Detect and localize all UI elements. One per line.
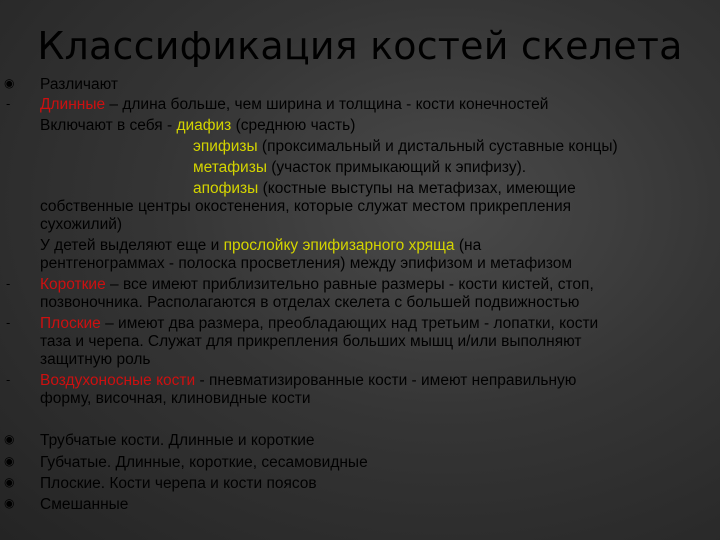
long-text: – длина больше, чем ширина и толщина - кости конечностей <box>105 96 549 113</box>
intro-text: Различают <box>40 76 118 93</box>
dash-bullet-icon: - <box>6 96 11 111</box>
children-term: прослойку эпифизарного хряща <box>223 237 455 254</box>
includes-prefix: Включают в себя - <box>40 117 177 134</box>
dash-bullet-icon: - <box>6 315 11 330</box>
flat-bones-line-3: защитную роль <box>40 351 151 368</box>
epiphyses-term: эпифизы <box>193 138 258 155</box>
air-text: - пневматизированные кости - имеют неправильную <box>195 372 577 389</box>
short-term: Короткие <box>40 276 106 293</box>
dash-bullet-icon: - <box>6 276 11 291</box>
includes-line <box>40 117 355 135</box>
children-prefix: У детей выделяют еще и <box>40 237 224 254</box>
apophyses-line-2: собственные центры окостенения, которые служат местом прикрепления <box>40 198 572 215</box>
apophyses-term: апофизы <box>193 180 259 197</box>
flat-term: Плоские <box>40 315 101 332</box>
long-term: Длинные <box>40 96 106 113</box>
air-bones-line-2: форму, височная, клиновидные кости <box>40 390 311 407</box>
summary-item: Губчатые. Длинные, короткие, сесамовидные <box>40 454 368 471</box>
air-term: Воздухоносные кости <box>40 372 196 389</box>
target-bullet-icon: ◉ <box>4 475 15 489</box>
flat-bones-line <box>40 315 598 333</box>
summary-item: Плоские. Кости черепа и кости поясов <box>40 475 317 492</box>
target-bullet-icon: ◉ <box>4 76 15 90</box>
metaphyses-line <box>193 159 526 177</box>
dash-bullet-icon: - <box>6 372 11 387</box>
summary-item: Трубчатые кости. Длинные и короткие <box>40 432 315 449</box>
apophyses-line-3: сухожилий) <box>40 216 123 233</box>
epiphyses-text: (проксимальный и дистальный суставные концы) <box>257 138 618 155</box>
page-title: Классификация костей скелета <box>37 24 683 68</box>
diaphysis-term: диафиз <box>176 117 232 134</box>
summary-item: Смешанные <box>40 496 129 513</box>
diaphysis-text: (среднюю часть) <box>231 117 356 134</box>
target-bullet-icon: ◉ <box>4 432 15 446</box>
target-bullet-icon: ◉ <box>4 496 15 510</box>
children-text: (на <box>454 237 482 254</box>
air-bones-line <box>40 372 576 390</box>
metaphyses-term: метафизы <box>193 159 267 176</box>
long-bones-line <box>40 96 548 114</box>
apophyses-line <box>193 180 576 198</box>
flat-bones-line-2: таза и черепа. Служат для прикрепления больших мышц и/или выполняют <box>40 333 582 350</box>
short-bones-line-2: позвоночника. Располагаются в отделах скелета с большей подвижностью <box>40 294 580 311</box>
metaphyses-text: (участок примыкающий к эпифизу). <box>266 159 527 176</box>
short-bones-line <box>40 276 594 294</box>
flat-text: – имеют два размера, преобладающих над третьим - лопатки, кости <box>100 315 599 332</box>
apophyses-text: (костные выступы на метафизах, имеющие <box>258 180 576 197</box>
children-line <box>40 237 481 255</box>
children-line-2: рентгенограммах - полоска просветления) между эпифизом и метафизом <box>40 255 573 272</box>
target-bullet-icon: ◉ <box>4 454 15 468</box>
short-text: – все имеют приблизительно равные размеры - кости кистей, стоп, <box>105 276 594 293</box>
epiphyses-line <box>193 138 618 156</box>
